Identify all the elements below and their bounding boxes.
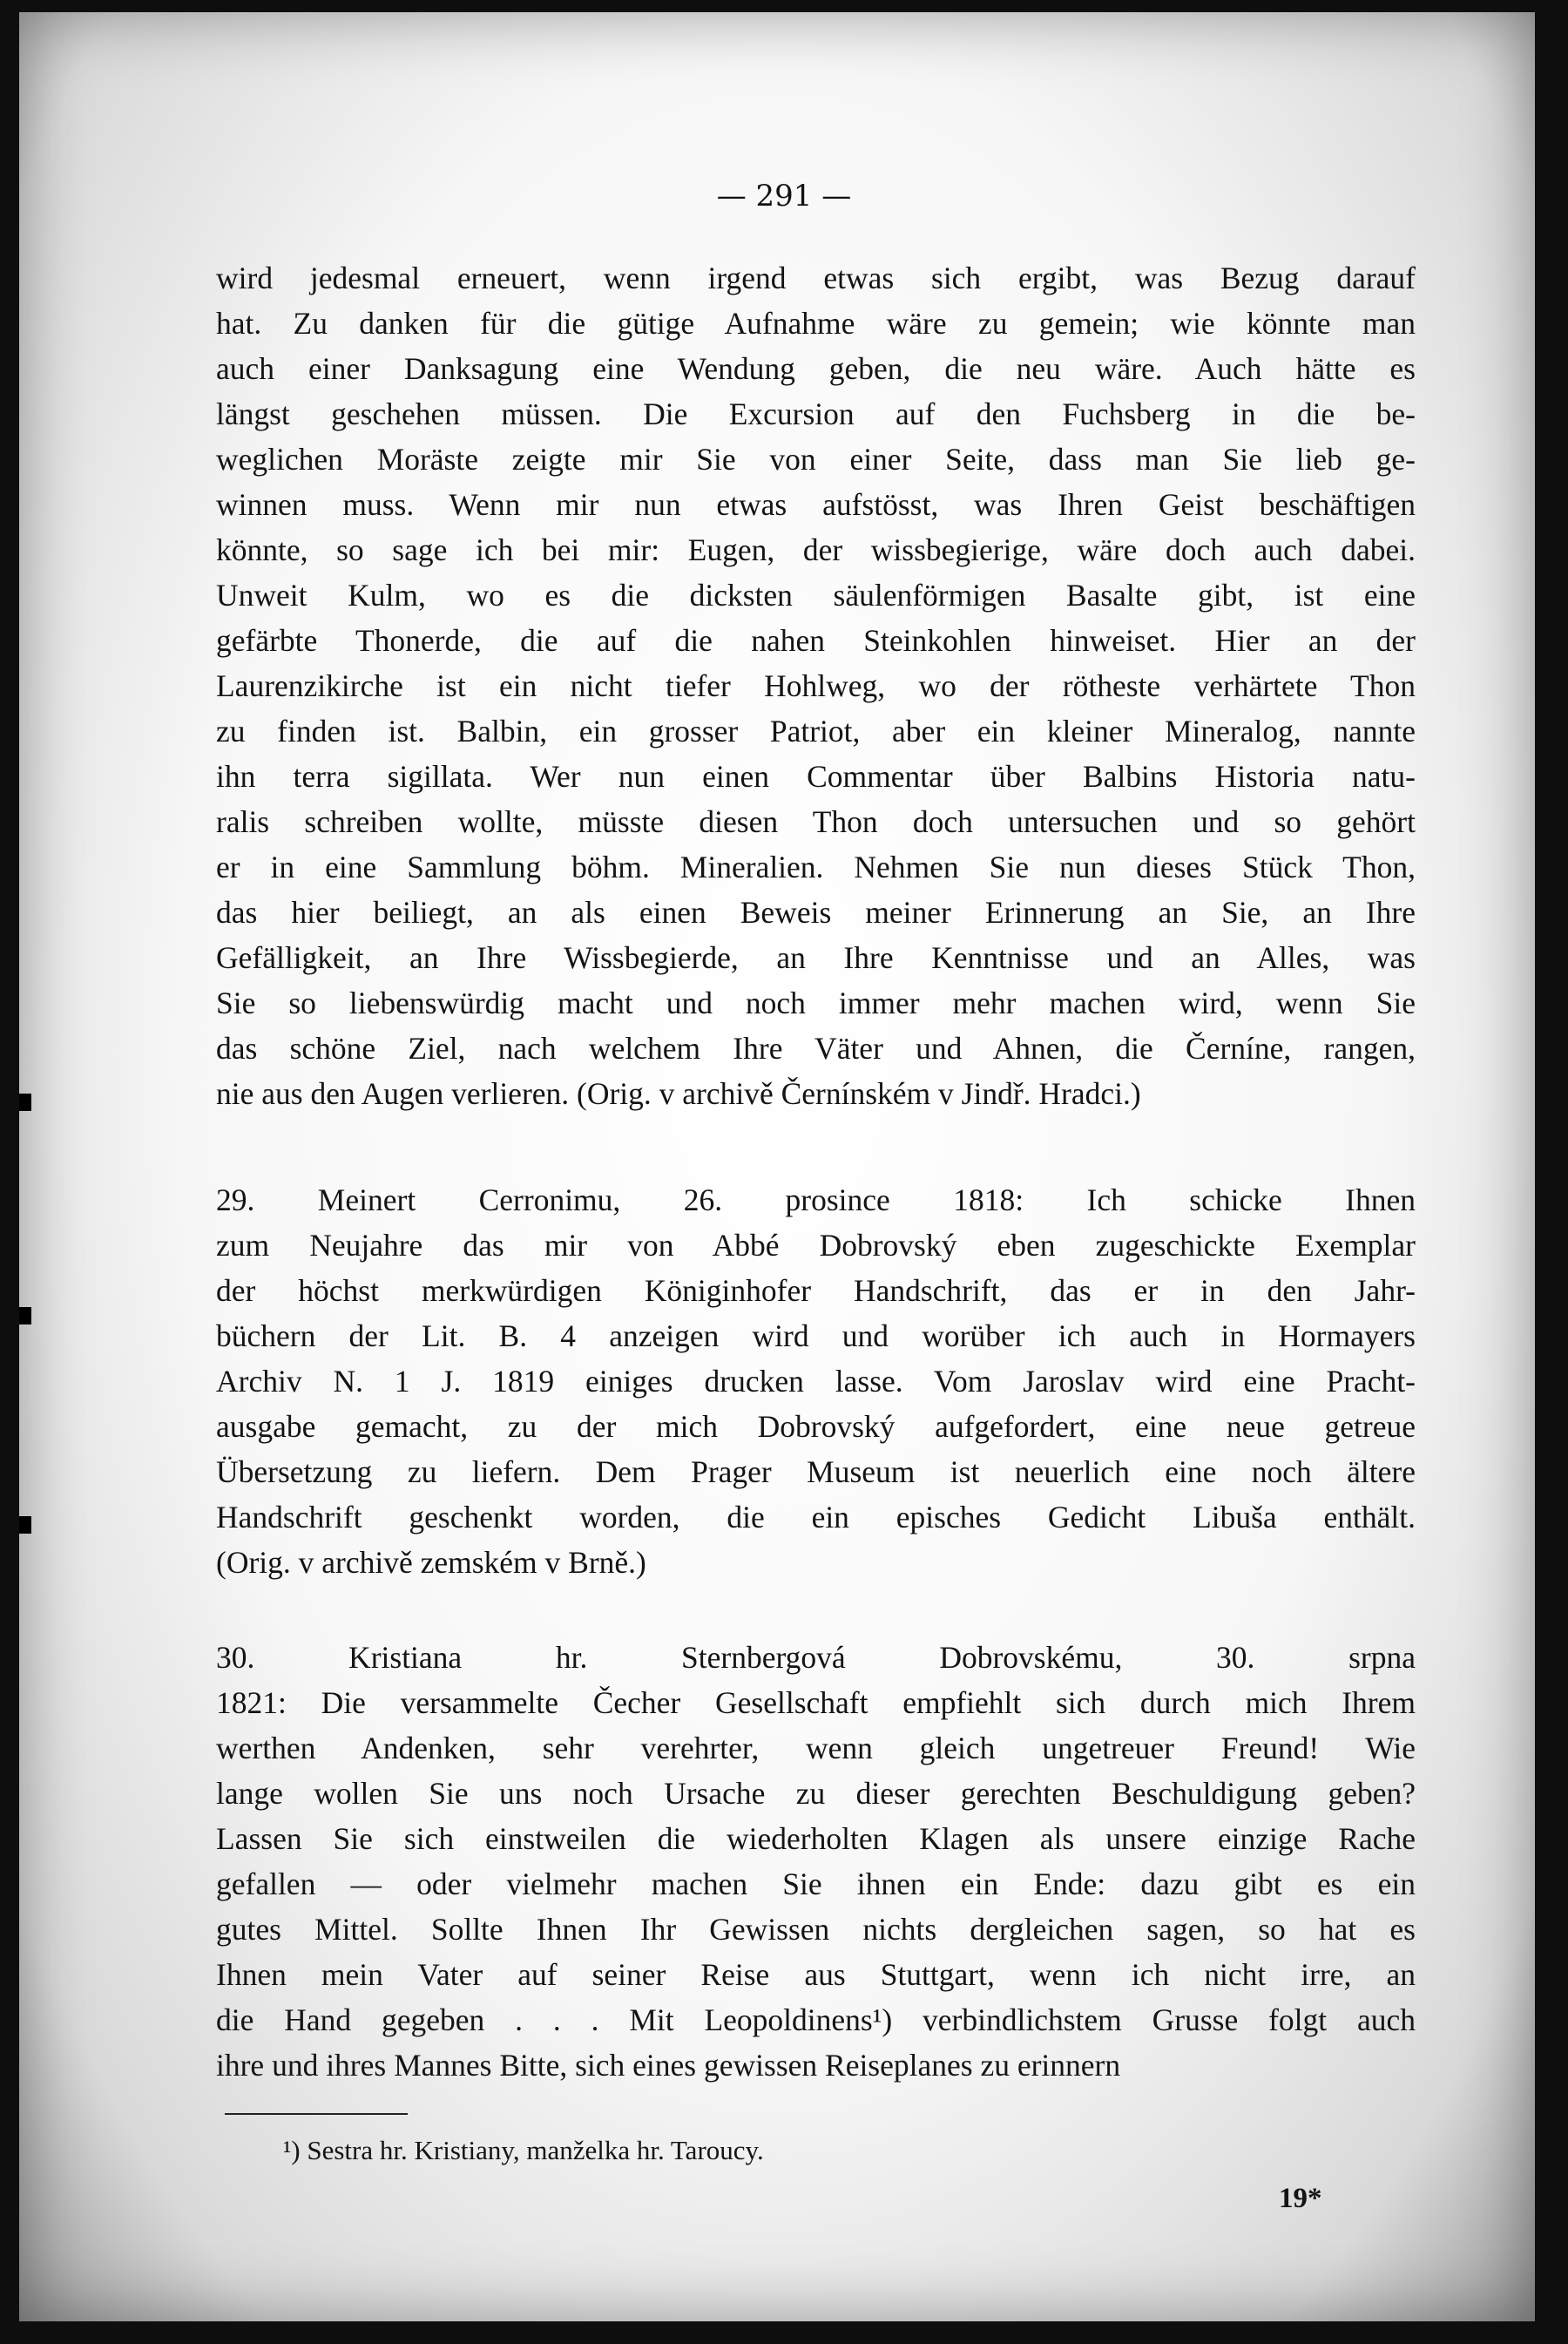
text-line: nie aus den Augen verlieren. (Orig. v archivě Černínském v Jindř. Hradci.): [216, 1076, 1141, 1111]
text-line: 1821: Die versammelte Čecher Gesellschaft empfiehlt sich durch mich Ihrem: [216, 1685, 1416, 1720]
footnote-rule: [225, 2113, 408, 2115]
text-line: gefärbte Thonerde, die auf die nahen Steinkohlen hinweiset. Hier an der: [216, 623, 1416, 658]
text-line: er in eine Sammlung böhm. Mineralien. Nehmen Sie nun dieses Stück Thon,: [216, 850, 1416, 884]
text-line: Unweit Kulm, wo es die dicksten säulenförmigen Basalte gibt, ist eine: [216, 578, 1416, 613]
text-line: Archiv N. 1 J. 1819 einiges drucken lasse. Vom Jaroslav wird eine Pracht-: [216, 1364, 1416, 1399]
text-line: das schöne Ziel, nach welchem Ihre Väter und Ahnen, die Černíne, rangen,: [216, 1031, 1416, 1066]
text-line: Laurenzikirche ist ein nicht tiefer Hohlweg, wo der rötheste verhärtete Thon: [216, 668, 1416, 703]
text-line: der höchst merkwürdigen Königinhofer Handschrift, das er in den Jahr-: [216, 1273, 1416, 1308]
text-line: 30. Kristiana hr. Sternbergová Dobrovskému, 30. srpna: [216, 1640, 1416, 1675]
binding-edge-mark: [19, 1516, 31, 1534]
text-line: Übersetzung zu liefern. Dem Prager Museum ist neuerlich eine noch ältere: [216, 1454, 1416, 1489]
text-line: Gefälligkeit, an Ihre Wissbegierde, an Ihre Kenntnisse und an Alles, was: [216, 940, 1416, 975]
text-line: hat. Zu danken für die gütige Aufnahme wäre zu gemein; wie könnte man: [216, 306, 1416, 341]
text-line: Sie so liebenswürdig macht und noch immer mehr machen wird, wenn Sie: [216, 986, 1416, 1020]
text-line: wird jedesmal erneuert, wenn irgend etwas sich ergibt, was Bezug darauf: [216, 261, 1416, 295]
text-line: ralis schreiben wollte, müsste diesen Thon doch untersuchen und so gehört: [216, 804, 1416, 839]
text-line: gutes Mittel. Sollte Ihnen Ihr Gewissen nichts dergleichen sagen, so hat es: [216, 1912, 1416, 1947]
text-line: winnen muss. Wenn mir nun etwas aufstösst, was Ihren Geist beschäftigen: [216, 487, 1416, 522]
footnote: ¹) Sestra hr. Kristiany, manželka hr. Taroucy.: [283, 2135, 764, 2165]
paragraph-letter-28: [216, 255, 1416, 1116]
text-line: die Hand gegeben . . . Mit Leopoldinens¹) verbindlichstem Grusse folgt auch: [216, 2002, 1416, 2037]
text-line: zum Neujahre das mir von Abbé Dobrovský eben zugeschickte Exemplar: [216, 1228, 1416, 1263]
text-line: Handschrift geschenkt worden, die ein episches Gedicht Libuša enthält.: [216, 1500, 1416, 1534]
text-line: Ihnen mein Vater auf seiner Reise aus Stuttgart, wenn ich nicht irre, an: [216, 1957, 1416, 1992]
text-line: ihre und ihres Mannes Bitte, sich eines gewissen Reiseplanes zu erinnern: [216, 2048, 1121, 2083]
paragraph-letter-30: [216, 1635, 1416, 2088]
text-line: Lassen Sie sich einstweilen die wiederholten Klagen als unsere einzige Rache: [216, 1821, 1416, 1856]
text-line: ihn terra sigillata. Wer nun einen Commentar über Balbins Historia natu-: [216, 759, 1416, 794]
text-line: büchern der Lit. B. 4 anzeigen wird und worüber ich auch in Hormayers: [216, 1318, 1416, 1353]
text-line: auch einer Danksagung eine Wendung geben, die neu wäre. Auch hätte es: [216, 351, 1416, 386]
binding-edge-mark: [19, 1094, 31, 1111]
text-line: (Orig. v archivě zemském v Brně.): [216, 1545, 646, 1580]
text-line: könnte, so sage ich bei mir: Eugen, der wissbegierige, wäre doch auch dabei.: [216, 532, 1416, 567]
binding-edge-mark: [19, 1307, 31, 1324]
text-line: ausgabe gemacht, zu der mich Dobrovský aufgefordert, eine neue getreue: [216, 1409, 1416, 1444]
paragraph-letter-29: [216, 1177, 1416, 1585]
text-line: zu finden ist. Balbin, ein grosser Patriot, aber ein kleiner Mineralog, nannte: [216, 714, 1416, 749]
text-line: das hier beiliegt, an als einen Beweis meiner Erinnerung an Sie, an Ihre: [216, 895, 1416, 930]
text-line: lange wollen Sie uns noch Ursache zu dieser gerechten Beschuldigung geben?: [216, 1776, 1416, 1811]
text-line: gefallen — oder vielmehr machen Sie ihnen ein Ende: dazu gibt es ein: [216, 1866, 1416, 1901]
signature-mark: 19*: [1279, 2183, 1322, 2214]
text-line: längst geschehen müssen. Die Excursion auf den Fuchsberg in die be-: [216, 396, 1416, 431]
text-line: weglichen Moräste zeigte mir Sie von einer Seite, dass man Sie lieb ge-: [216, 442, 1416, 477]
text-line: 29. Meinert Cerronimu, 26. prosince 1818: Ich schicke Ihnen: [216, 1182, 1416, 1217]
text-line: werthen Andenken, sehr verehrter, wenn gleich ungetreuer Freund! Wie: [216, 1731, 1416, 1765]
page-number: — 291 —: [716, 179, 852, 213]
